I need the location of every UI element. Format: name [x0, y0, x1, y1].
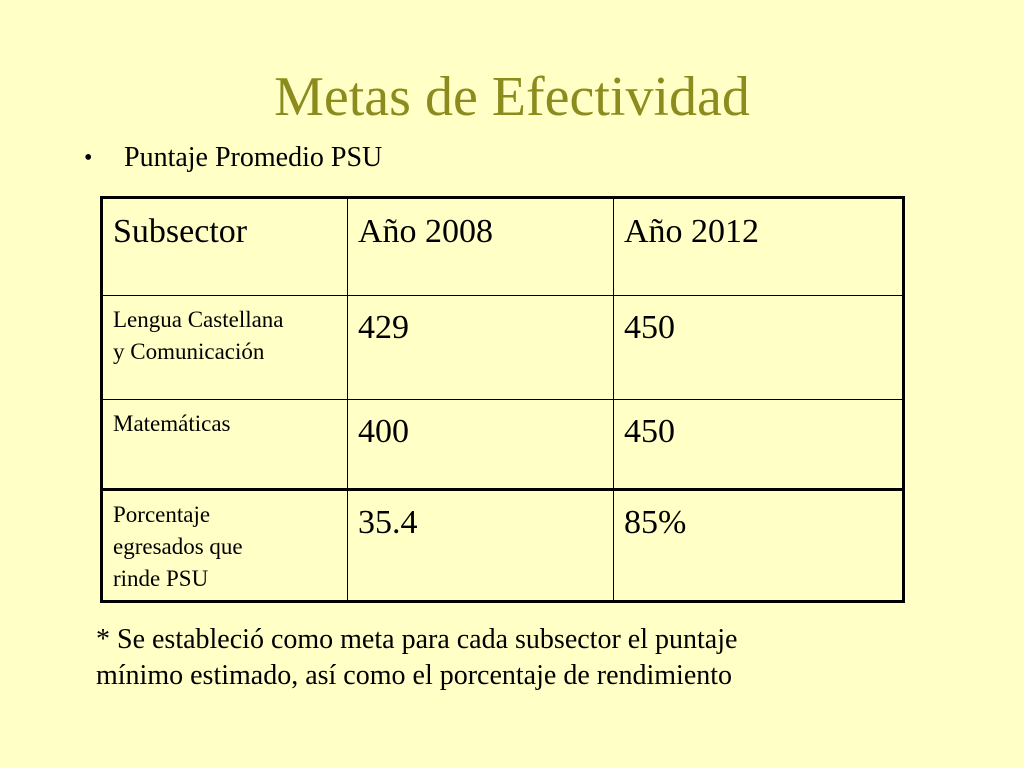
- table-row: [102, 490, 904, 602]
- bullet-item: [84, 140, 382, 176]
- cell-subsector: [102, 490, 348, 602]
- cell-2012: 450: [614, 296, 904, 400]
- bullet-text: Puntaje Promedio PSU: [124, 142, 383, 173]
- psu-goals-table: [100, 196, 905, 603]
- subsector-line: rinde PSU: [113, 566, 209, 591]
- subsector-line: Porcentaje: [113, 502, 211, 527]
- cell-2008: 429: [348, 296, 614, 400]
- slide-title: Metas de Efectividad: [274, 66, 750, 128]
- bullet-glyph: •: [84, 144, 93, 171]
- footnote-line: * Se estableció como meta para cada subsector el puntaje: [96, 624, 738, 655]
- subsector-line: y Comunicación: [113, 339, 265, 364]
- header-year-2008: Año 2008: [348, 198, 614, 296]
- subsector-line: Lengua Castellana: [113, 307, 284, 332]
- subsector-line: egresados que: [113, 534, 243, 559]
- table-header-row: [102, 198, 904, 296]
- header-subsector: Subsector: [102, 198, 348, 296]
- footnote-line: mínimo estimado, así como el porcentaje de rendimiento: [96, 660, 733, 691]
- cell-subsector: [102, 400, 348, 490]
- cell-2012: 450: [614, 400, 904, 490]
- cell-2008: 400: [348, 400, 614, 490]
- cell-2008: 35.4: [348, 490, 614, 602]
- footnote: [96, 622, 956, 694]
- table-row: [102, 400, 904, 490]
- header-year-2012: Año 2012: [614, 198, 904, 296]
- subsector-line: Matemáticas: [113, 411, 231, 436]
- cell-2012: 85%: [614, 490, 904, 602]
- table-row: [102, 296, 904, 400]
- cell-subsector: [102, 296, 348, 400]
